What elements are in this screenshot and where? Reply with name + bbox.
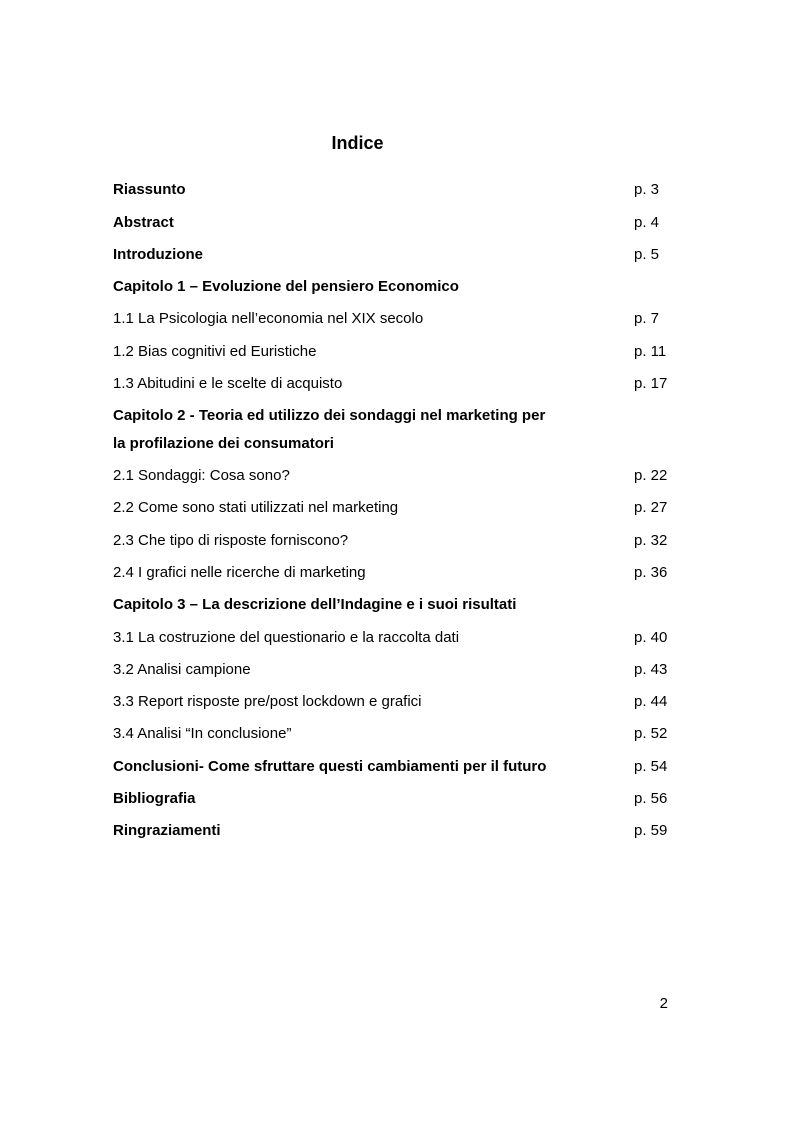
toc-entry-label: Riassunto: [113, 181, 186, 198]
page-title: Indice: [331, 133, 384, 153]
toc-entry-label: 2.1 Sondaggi: Cosa sono?: [113, 467, 290, 484]
toc-entry-page: p. 17: [634, 375, 668, 392]
toc-entry-label: la profilazione dei consumatori: [113, 435, 334, 452]
toc-entry-label: 2.3 Che tipo di risposte forniscono?: [113, 532, 349, 549]
toc-entry-label: 1.1 La Psicologia nell’economia nel XIX secolo: [113, 310, 424, 327]
toc-entry-label: 1.2 Bias cognitivi ed Euristiche: [113, 343, 317, 360]
toc-entry-page: p. 5: [634, 246, 660, 263]
page-number: 2: [659, 995, 668, 1012]
toc-entry-page: p. 22: [634, 467, 668, 484]
toc-entry-page: p. 36: [634, 564, 668, 581]
toc-entry-1-3: [113, 374, 669, 394]
toc-entry-label: 3.3 Report risposte pre/post lockdown e grafici: [113, 693, 422, 710]
toc-entry-3-1: [113, 628, 669, 648]
toc-entry-label: Bibliografia: [113, 790, 196, 807]
toc-chapter-3: [113, 595, 669, 615]
toc-entry-page: p. 11: [634, 343, 667, 360]
toc-entry-page: p. 4: [634, 214, 660, 231]
toc-entry-page: p. 3: [634, 181, 660, 198]
toc-entry-conclusioni: [113, 757, 669, 777]
toc-entry-label: 1.3 Abitudini e le scelte di acquisto: [113, 375, 343, 392]
toc-entry-page: p. 43: [634, 661, 668, 678]
toc-entry-label: 3.4 Analisi “In conclusione”: [113, 725, 292, 742]
toc-entry-abstract: [113, 213, 669, 233]
toc-entry-3-4: [113, 724, 669, 744]
toc-entry-introduzione: [113, 245, 669, 265]
toc-entry-label: Capitolo 1 – Evoluzione del pensiero Economico: [113, 278, 459, 295]
toc-entry-3-2: [113, 660, 669, 680]
toc-entry-page: p. 44: [634, 693, 668, 710]
toc-entry-page: p. 56: [634, 790, 668, 807]
toc-entry-page: p. 32: [634, 532, 668, 549]
toc-entry-2-3: [113, 531, 669, 551]
toc-entry-label: 2.2 Come sono stati utilizzati nel marketing: [113, 499, 399, 516]
toc-entry-label: Capitolo 2 - Teoria ed utilizzo dei sondaggi nel marketing per: [113, 407, 546, 424]
toc-entry-label: Ringraziamenti: [113, 822, 221, 839]
toc-chapter-2: [113, 406, 669, 426]
toc-entry-page: p. 27: [634, 499, 668, 516]
toc-entry-page: p. 54: [634, 758, 668, 775]
toc-entry-riassunto: [113, 180, 669, 200]
toc-entry-2-2: [113, 498, 669, 518]
toc-entry-bibliografia: [113, 789, 669, 809]
toc-entry-label: 3.1 La costruzione del questionario e la raccolta dati: [113, 629, 460, 646]
toc-entry-page: p. 40: [634, 629, 668, 646]
toc-entry-3-3: [113, 692, 669, 712]
toc-entry-label: Introduzione: [113, 246, 203, 263]
toc-entry-1-2: [113, 342, 669, 362]
toc-entry-2-1: [113, 466, 669, 486]
toc-chapter-2-continued: [113, 434, 669, 454]
toc-entry-label: Conclusioni- Come sfruttare questi cambiamenti per il futuro: [113, 758, 547, 775]
toc-entry-2-4: [113, 563, 669, 583]
toc-entry-page: p. 52: [634, 725, 668, 742]
toc-entry-label: 3.2 Analisi campione: [113, 661, 251, 678]
toc-entry-label: 2.4 I grafici nelle ricerche di marketing: [113, 564, 366, 581]
toc-entry-label: Abstract: [113, 214, 174, 231]
toc-entry-label: Capitolo 3 – La descrizione dell’Indagine e i suoi risultati: [113, 596, 517, 613]
toc-chapter-1: [113, 277, 669, 297]
toc-entry-page: p. 59: [634, 822, 668, 839]
toc-entry-1-1: [113, 309, 669, 329]
toc-entry-page: p. 7: [634, 310, 660, 327]
toc-entry-ringraziamenti: [113, 821, 669, 841]
